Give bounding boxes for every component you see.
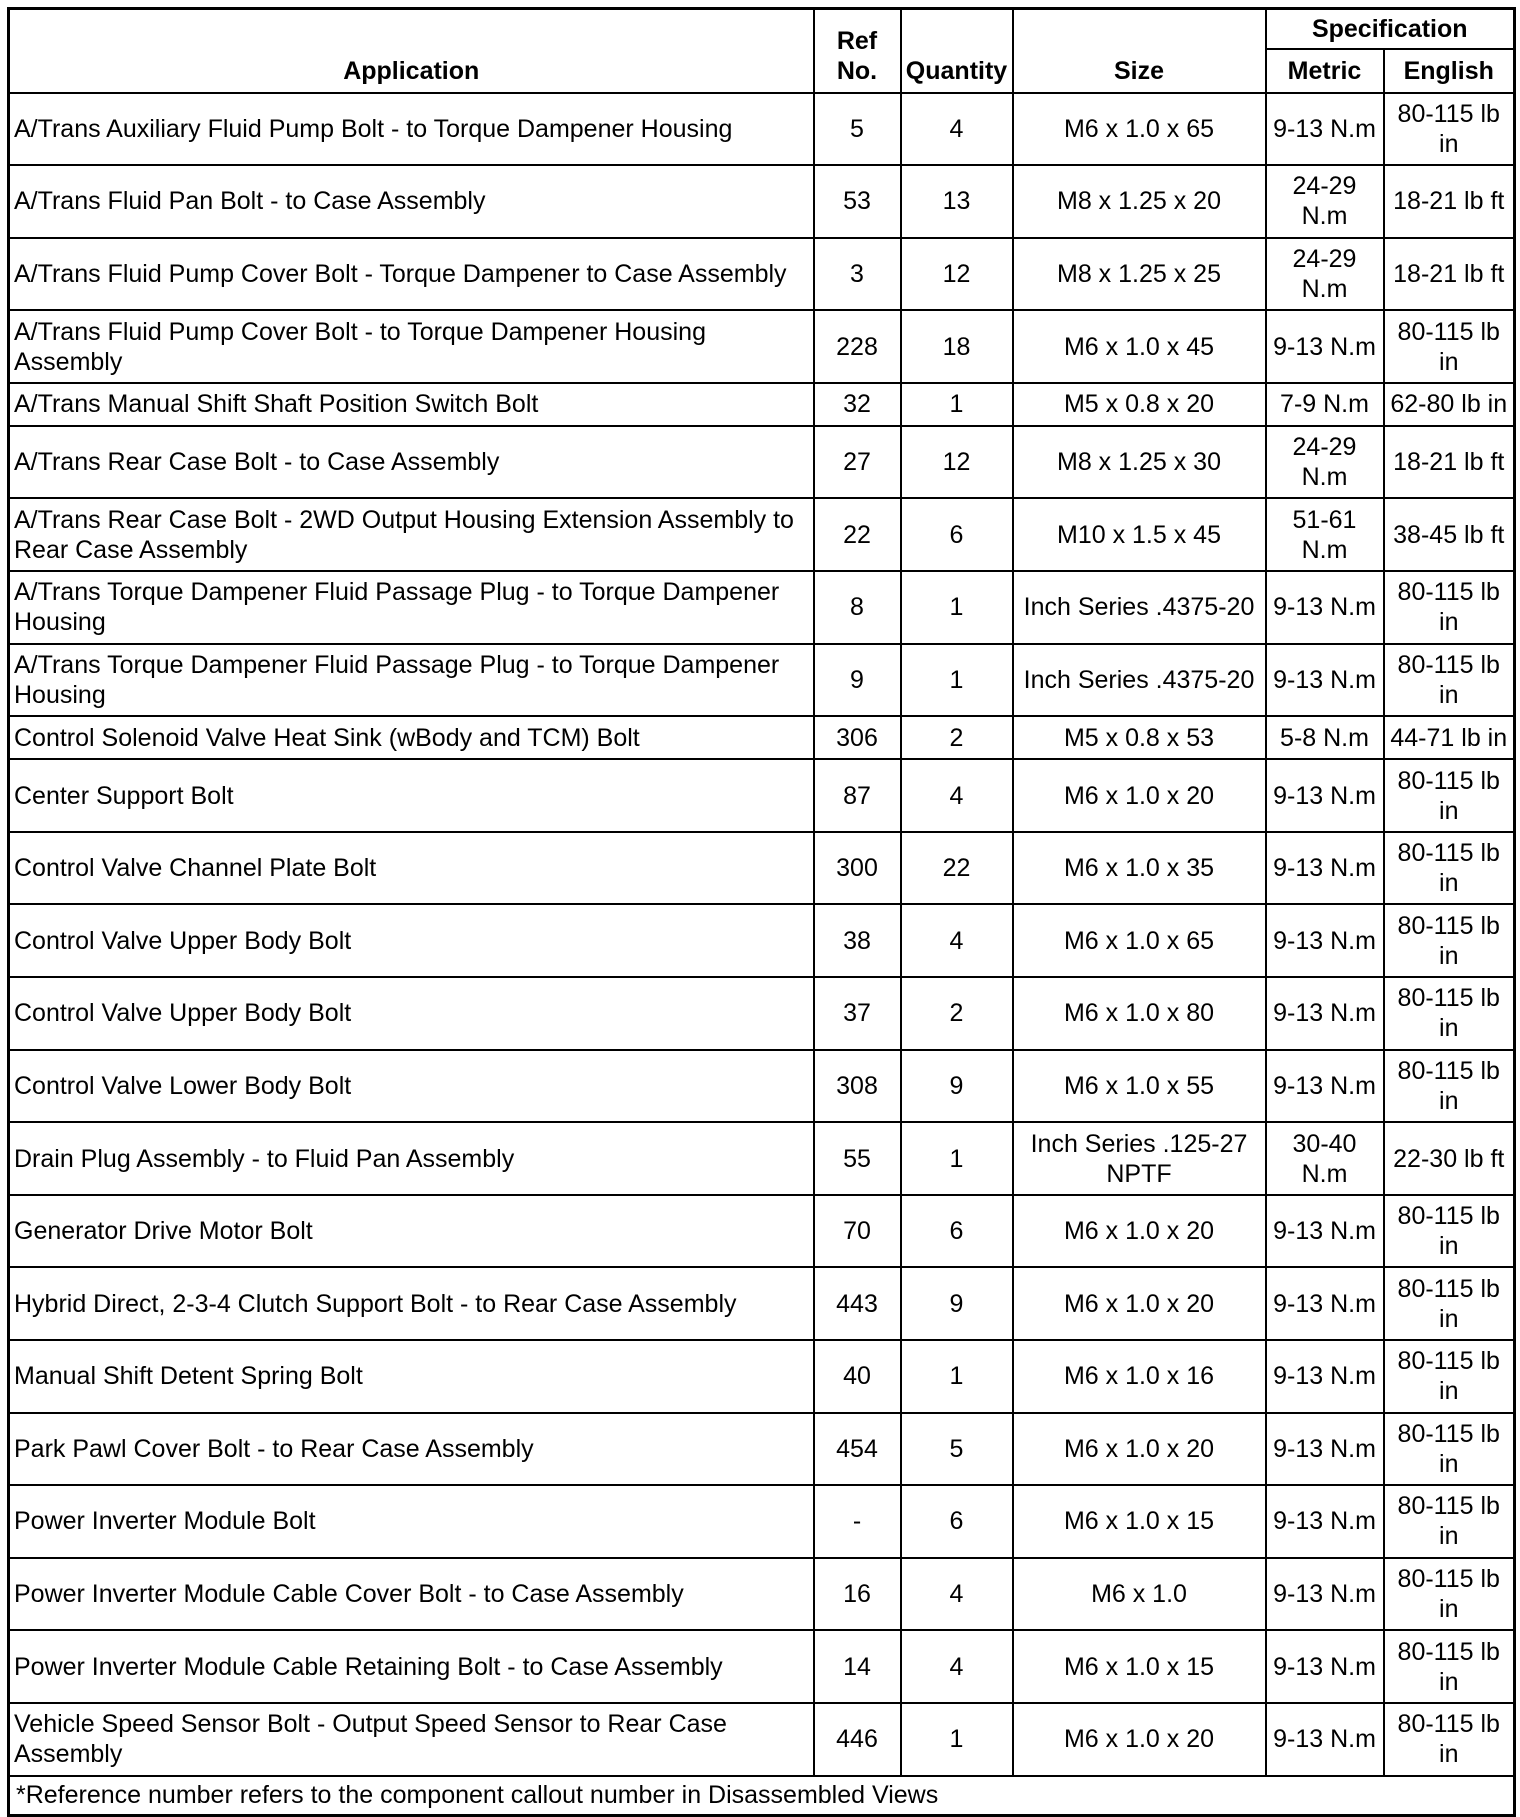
cell-quantity: 4 (901, 904, 1013, 977)
cell-quantity: 4 (901, 759, 1013, 832)
cell-metric: 9-13 N.m (1266, 1050, 1384, 1123)
cell-english: 80-115 lb in (1384, 904, 1515, 977)
cell-english: 18-21 lb ft (1384, 426, 1515, 499)
cell-size: M8 x 1.25 x 20 (1013, 165, 1266, 238)
cell-quantity: 13 (901, 165, 1013, 238)
cell-ref-no: 38 (814, 904, 901, 977)
cell-size: Inch Series .4375-20 (1013, 644, 1266, 717)
cell-size: M6 x 1.0 x 16 (1013, 1340, 1266, 1413)
cell-size: M6 x 1.0 x 65 (1013, 904, 1266, 977)
cell-metric: 9-13 N.m (1266, 759, 1384, 832)
cell-metric: 9-13 N.m (1266, 1630, 1384, 1703)
cell-english: 80-115 lb in (1384, 1413, 1515, 1486)
cell-size: M8 x 1.25 x 30 (1013, 426, 1266, 499)
cell-metric: 9-13 N.m (1266, 93, 1384, 166)
cell-ref-no: 70 (814, 1195, 901, 1268)
table-row (9, 571, 1515, 644)
header-metric: Metric (1266, 49, 1384, 93)
cell-metric: 9-13 N.m (1266, 1195, 1384, 1268)
cell-quantity: 4 (901, 93, 1013, 166)
cell-ref-no: 8 (814, 571, 901, 644)
cell-ref-no: 53 (814, 165, 901, 238)
cell-application: A/Trans Fluid Pump Cover Bolt - Torque Dampener to Case Assembly (9, 238, 814, 311)
cell-application: Park Pawl Cover Bolt - to Rear Case Assembly (9, 1413, 814, 1486)
cell-size: M6 x 1.0 x 55 (1013, 1050, 1266, 1123)
cell-metric: 9-13 N.m (1266, 1485, 1384, 1558)
cell-ref-no: 446 (814, 1703, 901, 1776)
cell-ref-no: 27 (814, 426, 901, 499)
cell-size: M6 x 1.0 x 20 (1013, 1703, 1266, 1776)
table-row (9, 977, 1515, 1050)
cell-application: A/Trans Torque Dampener Fluid Passage Plug - to Torque Dampener Housing (9, 644, 814, 717)
cell-quantity: 9 (901, 1267, 1013, 1340)
cell-ref-no: 5 (814, 93, 901, 166)
cell-application: A/Trans Rear Case Bolt - 2WD Output Housing Extension Assembly to Rear Case Assembly (9, 498, 814, 571)
cell-english: 18-21 lb ft (1384, 238, 1515, 311)
cell-size: M10 x 1.5 x 45 (1013, 498, 1266, 571)
table-row (9, 1703, 1515, 1776)
cell-metric: 9-13 N.m (1266, 1267, 1384, 1340)
cell-quantity: 4 (901, 1630, 1013, 1703)
cell-english: 80-115 lb in (1384, 759, 1515, 832)
cell-application: A/Trans Fluid Pump Cover Bolt - to Torque Dampener Housing Assembly (9, 310, 814, 383)
cell-ref-no: 37 (814, 977, 901, 1050)
cell-english: 80-115 lb in (1384, 310, 1515, 383)
fastener-spec-table (7, 7, 1516, 1817)
cell-english: 80-115 lb in (1384, 644, 1515, 717)
cell-ref-no: 228 (814, 310, 901, 383)
cell-english: 62-80 lb in (1384, 383, 1515, 426)
cell-application: Power Inverter Module Cable Cover Bolt - to Case Assembly (9, 1558, 814, 1631)
cell-metric: 7-9 N.m (1266, 383, 1384, 426)
cell-english: 80-115 lb in (1384, 571, 1515, 644)
cell-english: 80-115 lb in (1384, 1703, 1515, 1776)
table-header (9, 9, 1515, 93)
cell-application: A/Trans Manual Shift Shaft Position Switch Bolt (9, 383, 814, 426)
cell-quantity: 1 (901, 1703, 1013, 1776)
cell-quantity: 2 (901, 716, 1013, 759)
cell-application: Control Solenoid Valve Heat Sink (wBody and TCM) Bolt (9, 716, 814, 759)
cell-metric: 24-29 N.m (1266, 426, 1384, 499)
cell-application: Drain Plug Assembly - to Fluid Pan Assembly (9, 1122, 814, 1195)
cell-size: M8 x 1.25 x 25 (1013, 238, 1266, 311)
cell-application: Control Valve Channel Plate Bolt (9, 832, 814, 905)
table-row (9, 165, 1515, 238)
cell-quantity: 1 (901, 571, 1013, 644)
table-row (9, 498, 1515, 571)
cell-application: A/Trans Rear Case Bolt - to Case Assembly (9, 426, 814, 499)
cell-english: 80-115 lb in (1384, 832, 1515, 905)
cell-size: M6 x 1.0 x 80 (1013, 977, 1266, 1050)
cell-size: M6 x 1.0 x 20 (1013, 1413, 1266, 1486)
cell-ref-no: 306 (814, 716, 901, 759)
header-ref-no: Ref No. (814, 9, 901, 93)
table-row (9, 238, 1515, 311)
cell-ref-no: 443 (814, 1267, 901, 1340)
cell-ref-no: 40 (814, 1340, 901, 1413)
cell-quantity: 12 (901, 426, 1013, 499)
cell-metric: 9-13 N.m (1266, 1340, 1384, 1413)
cell-size: M6 x 1.0 x 20 (1013, 1267, 1266, 1340)
cell-quantity: 12 (901, 238, 1013, 311)
cell-english: 80-115 lb in (1384, 1050, 1515, 1123)
table-row (9, 1630, 1515, 1703)
table-row (9, 383, 1515, 426)
cell-english: 22-30 lb ft (1384, 1122, 1515, 1195)
cell-quantity: 1 (901, 1340, 1013, 1413)
table-row (9, 1558, 1515, 1631)
cell-ref-no: 14 (814, 1630, 901, 1703)
cell-english: 80-115 lb in (1384, 93, 1515, 166)
table-row (9, 310, 1515, 383)
cell-ref-no: 308 (814, 1050, 901, 1123)
table-row (9, 426, 1515, 499)
cell-metric: 9-13 N.m (1266, 1558, 1384, 1631)
cell-english: 80-115 lb in (1384, 1340, 1515, 1413)
cell-english: 80-115 lb in (1384, 1267, 1515, 1340)
header-english: English (1384, 49, 1515, 93)
table-row (9, 1267, 1515, 1340)
cell-application: A/Trans Auxiliary Fluid Pump Bolt - to Torque Dampener Housing (9, 93, 814, 166)
cell-application: Vehicle Speed Sensor Bolt - Output Speed Sensor to Rear Case Assembly (9, 1703, 814, 1776)
cell-metric: 9-13 N.m (1266, 1703, 1384, 1776)
cell-metric: 24-29 N.m (1266, 165, 1384, 238)
cell-size: M6 x 1.0 x 20 (1013, 759, 1266, 832)
cell-quantity: 18 (901, 310, 1013, 383)
cell-ref-no: 22 (814, 498, 901, 571)
table-row (9, 759, 1515, 832)
cell-ref-no: - (814, 1485, 901, 1558)
cell-application: Manual Shift Detent Spring Bolt (9, 1340, 814, 1413)
cell-application: A/Trans Torque Dampener Fluid Passage Plug - to Torque Dampener Housing (9, 571, 814, 644)
cell-quantity: 4 (901, 1558, 1013, 1631)
table-row (9, 832, 1515, 905)
cell-application: Generator Drive Motor Bolt (9, 1195, 814, 1268)
cell-quantity: 6 (901, 1195, 1013, 1268)
header-quantity: Quantity (901, 9, 1013, 93)
cell-metric: 9-13 N.m (1266, 644, 1384, 717)
cell-english: 80-115 lb in (1384, 1485, 1515, 1558)
cell-metric: 9-13 N.m (1266, 571, 1384, 644)
table-row (9, 1340, 1515, 1413)
cell-ref-no: 55 (814, 1122, 901, 1195)
cell-metric: 5-8 N.m (1266, 716, 1384, 759)
table-row (9, 1485, 1515, 1558)
cell-quantity: 22 (901, 832, 1013, 905)
cell-metric: 9-13 N.m (1266, 904, 1384, 977)
cell-size: M6 x 1.0 x 65 (1013, 93, 1266, 166)
cell-size: Inch Series .125-27 NPTF (1013, 1122, 1266, 1195)
cell-quantity: 1 (901, 1122, 1013, 1195)
header-application: Application (9, 9, 814, 93)
cell-english: 80-115 lb in (1384, 1195, 1515, 1268)
cell-english: 80-115 lb in (1384, 1630, 1515, 1703)
cell-size: M6 x 1.0 (1013, 1558, 1266, 1631)
cell-size: Inch Series .4375-20 (1013, 571, 1266, 644)
cell-metric: 9-13 N.m (1266, 977, 1384, 1050)
cell-application: Hybrid Direct, 2-3-4 Clutch Support Bolt - to Rear Case Assembly (9, 1267, 814, 1340)
cell-ref-no: 87 (814, 759, 901, 832)
cell-application: Control Valve Upper Body Bolt (9, 904, 814, 977)
cell-quantity: 5 (901, 1413, 1013, 1486)
table-row (9, 1195, 1515, 1268)
cell-size: M5 x 0.8 x 53 (1013, 716, 1266, 759)
cell-size: M6 x 1.0 x 15 (1013, 1485, 1266, 1558)
cell-quantity: 6 (901, 498, 1013, 571)
cell-size: M6 x 1.0 x 15 (1013, 1630, 1266, 1703)
cell-ref-no: 454 (814, 1413, 901, 1486)
cell-size: M6 x 1.0 x 20 (1013, 1195, 1266, 1268)
cell-metric: 9-13 N.m (1266, 310, 1384, 383)
cell-ref-no: 9 (814, 644, 901, 717)
footnote: *Reference number refers to the component callout number in Disassembled Views (9, 1776, 1515, 1816)
cell-metric: 51-61 N.m (1266, 498, 1384, 571)
cell-application: A/Trans Fluid Pan Bolt - to Case Assembly (9, 165, 814, 238)
cell-english: 44-71 lb in (1384, 716, 1515, 759)
cell-ref-no: 3 (814, 238, 901, 311)
cell-size: M6 x 1.0 x 45 (1013, 310, 1266, 383)
cell-application: Power Inverter Module Cable Retaining Bolt - to Case Assembly (9, 1630, 814, 1703)
table-row (9, 904, 1515, 977)
table-body (9, 93, 1515, 1776)
cell-quantity: 1 (901, 644, 1013, 717)
table-row (9, 716, 1515, 759)
cell-metric: 9-13 N.m (1266, 1413, 1384, 1486)
cell-size: M6 x 1.0 x 35 (1013, 832, 1266, 905)
cell-application: Center Support Bolt (9, 759, 814, 832)
cell-application: Control Valve Lower Body Bolt (9, 1050, 814, 1123)
cell-english: 38-45 lb ft (1384, 498, 1515, 571)
table-row (9, 644, 1515, 717)
cell-metric: 30-40 N.m (1266, 1122, 1384, 1195)
cell-size: M5 x 0.8 x 20 (1013, 383, 1266, 426)
cell-quantity: 6 (901, 1485, 1013, 1558)
cell-quantity: 2 (901, 977, 1013, 1050)
table-row (9, 1122, 1515, 1195)
cell-metric: 24-29 N.m (1266, 238, 1384, 311)
table-row (9, 1413, 1515, 1486)
cell-ref-no: 300 (814, 832, 901, 905)
cell-english: 80-115 lb in (1384, 1558, 1515, 1631)
header-specification: Specification (1266, 9, 1515, 49)
cell-ref-no: 32 (814, 383, 901, 426)
table-row (9, 1050, 1515, 1123)
cell-metric: 9-13 N.m (1266, 832, 1384, 905)
cell-quantity: 9 (901, 1050, 1013, 1123)
cell-application: Control Valve Upper Body Bolt (9, 977, 814, 1050)
header-size: Size (1013, 9, 1266, 93)
table-row (9, 93, 1515, 166)
cell-ref-no: 16 (814, 1558, 901, 1631)
cell-quantity: 1 (901, 383, 1013, 426)
cell-english: 18-21 lb ft (1384, 165, 1515, 238)
cell-english: 80-115 lb in (1384, 977, 1515, 1050)
cell-application: Power Inverter Module Bolt (9, 1485, 814, 1558)
